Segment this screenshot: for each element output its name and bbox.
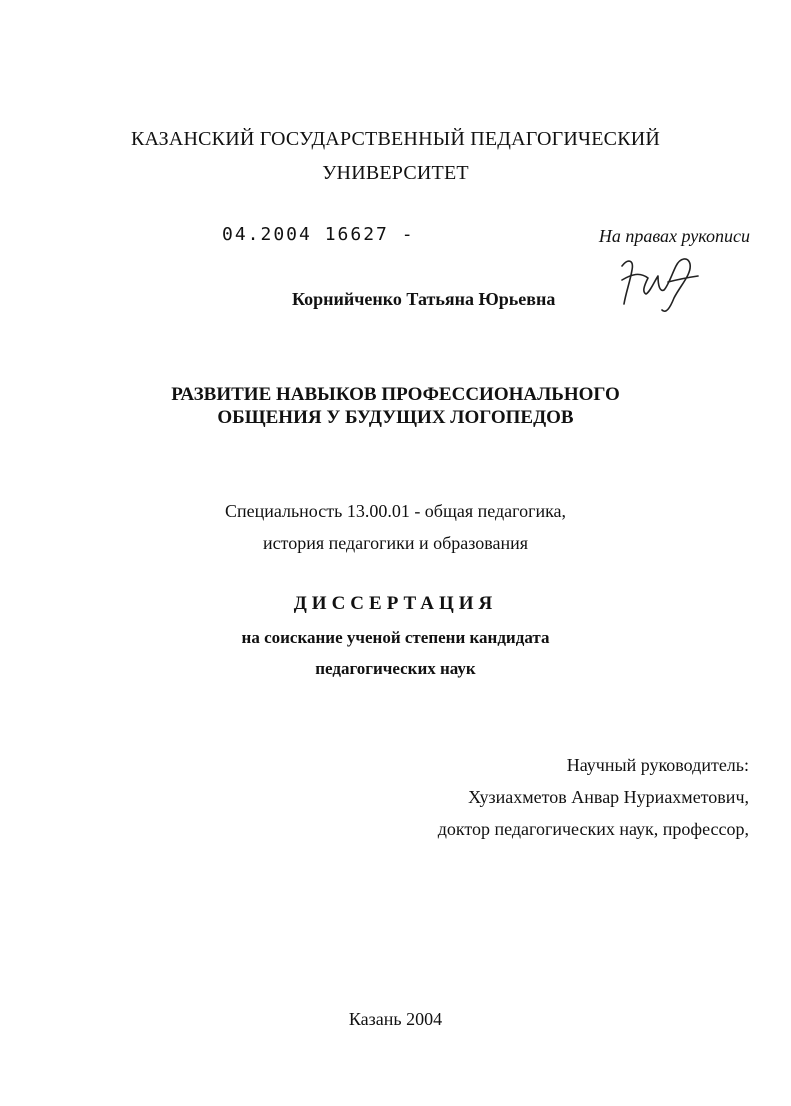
- registration-stamp: 04.2004 16627 -: [222, 224, 415, 245]
- city-year: Казань 2004: [348, 1009, 443, 1029]
- degree-line1: на соискание ученой степени кандидата: [241, 628, 550, 647]
- dissertation-title-line1: РАЗВИТИЕ НАВЫКОВ ПРОФЕССИОНАЛЬНОГО: [171, 384, 620, 405]
- specialty-line2: история педагогики и образования: [262, 533, 529, 553]
- signature-icon: [618, 252, 704, 316]
- degree-line2: педагогических наук: [315, 659, 476, 678]
- university-name-line1: КАЗАНСКИЙ ГОСУДАРСТВЕННЫЙ ПЕДАГОГИЧЕСКИЙ: [130, 128, 661, 150]
- supervisor-name: Хузиахметов Анвар Нуриахметович,: [468, 787, 749, 807]
- supervisor-label: Научный руководитель:: [566, 755, 749, 775]
- dissertation-label: ДИССЕРТАЦИЯ: [293, 593, 498, 614]
- specialty-line1: Специальность 13.00.01 - общая педагогика,: [224, 501, 567, 521]
- dissertation-title-line2: ОБЩЕНИЯ У БУДУЩИХ ЛОГОПЕДОВ: [217, 407, 574, 428]
- author-name: Корнийченко Татьяна Юрьевна: [292, 289, 556, 309]
- supervisor-degree: доктор педагогических наук, профессор,: [437, 819, 749, 839]
- rights-notice: На правах рукописи: [598, 226, 750, 246]
- university-name-line2: УНИВЕРСИТЕТ: [322, 162, 469, 184]
